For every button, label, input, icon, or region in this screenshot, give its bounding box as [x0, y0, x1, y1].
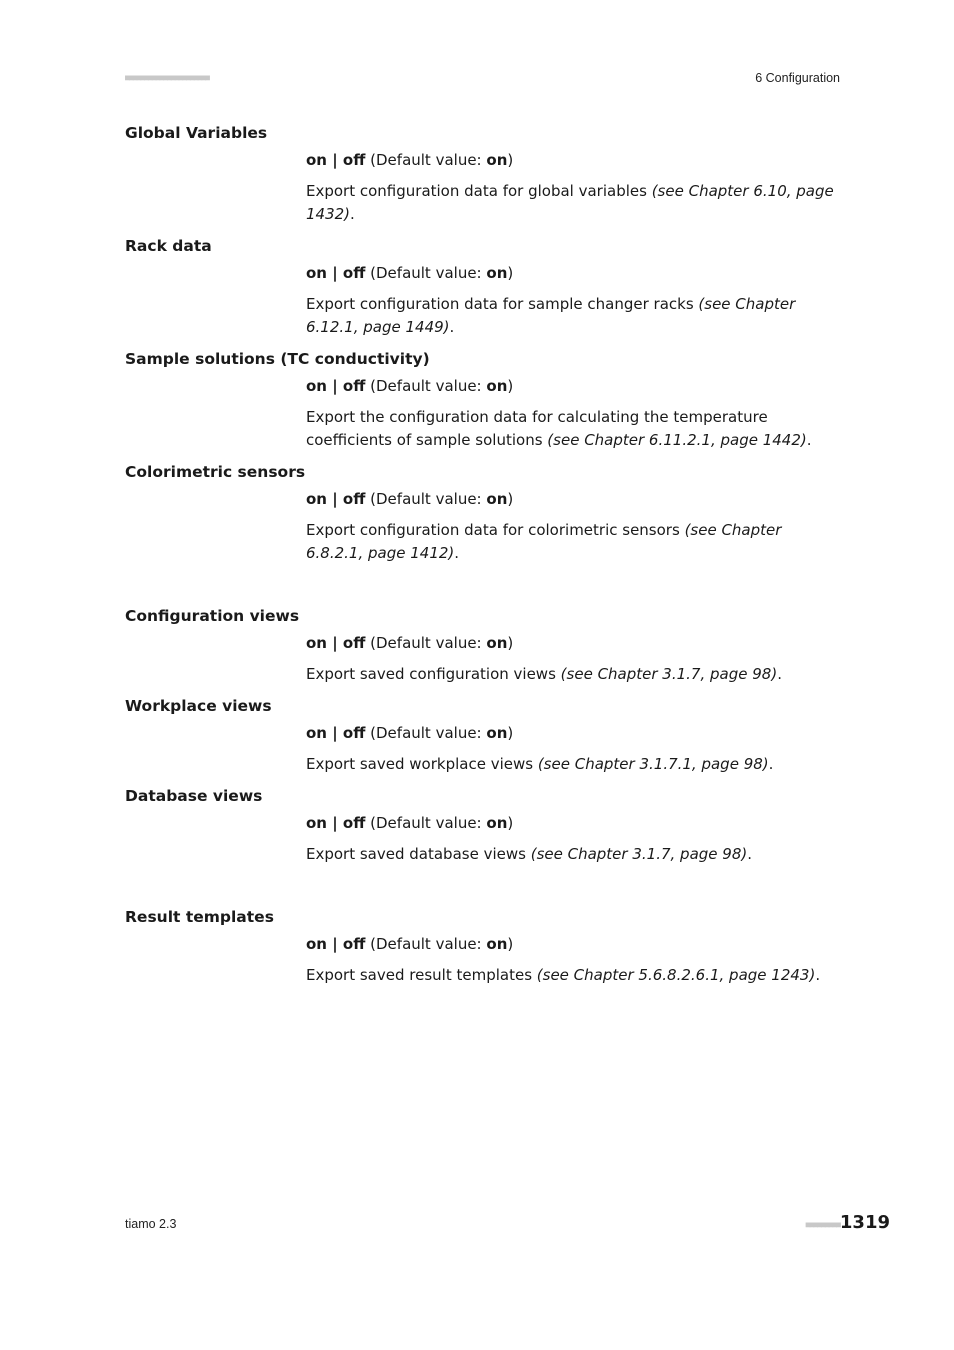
entry-title: Configuration views: [125, 607, 300, 625]
option-on: on: [306, 151, 327, 169]
page-header: [125, 70, 840, 90]
entry-value-options: [306, 262, 834, 284]
option-on: on: [306, 264, 327, 282]
description-text: Export configuration data for colorimetric sensors: [306, 521, 685, 539]
description-tail: .: [449, 318, 455, 336]
option-separator: |: [326, 814, 343, 832]
default-prefix: (Default value:: [365, 151, 487, 169]
chapter-reference: (see Chapter 5.6.8.2.6.1, page 1243): [536, 966, 816, 984]
default-prefix: (Default value:: [365, 724, 487, 742]
page-number: 1319: [839, 1212, 890, 1233]
default-suffix: ): [507, 490, 514, 508]
description-text: Export configuration data for global variables: [306, 182, 652, 200]
default-suffix: ): [507, 377, 514, 395]
default-suffix: ): [507, 151, 514, 169]
entry-rack-data: [125, 235, 840, 339]
description-tail: .: [815, 966, 821, 984]
option-on: on: [306, 490, 327, 508]
default-prefix: (Default value:: [365, 634, 487, 652]
option-separator: |: [326, 935, 343, 953]
default-suffix: ): [507, 634, 514, 652]
header-decoration: ■■■■■■■■■■■■■■■■■■■■■■: [125, 73, 209, 82]
entry-title: Rack data: [125, 237, 212, 255]
option-on: on: [306, 724, 327, 742]
entry-description: [306, 964, 834, 987]
chapter-reference: (see Chapter 3.1.7, page 98): [530, 845, 748, 863]
default-value: on: [486, 490, 508, 508]
default-suffix: ): [507, 814, 514, 832]
option-off: off: [342, 724, 366, 742]
entry-description: [306, 663, 834, 686]
entry-sample-solutions: [125, 348, 840, 452]
description-text: Export the configuration data for calculating the temperature coefficients of sample solutions: [306, 408, 768, 449]
default-prefix: (Default value:: [365, 814, 487, 832]
option-on: on: [306, 377, 327, 395]
entry-title: Global Variables: [125, 124, 268, 142]
entry-database-views: [125, 785, 840, 866]
entry-body: [306, 488, 834, 565]
entry-body: [306, 149, 834, 226]
description-tail: .: [747, 845, 753, 863]
chapter-reference: (see Chapter 6.12.1, page 1449): [306, 295, 796, 336]
chapter-reference: (see Chapter 6.11.2.1, page 1442): [547, 431, 807, 449]
main-content: [125, 122, 840, 987]
default-value: on: [486, 935, 508, 953]
description-tail: .: [768, 755, 774, 773]
page-footer: [125, 1212, 890, 1236]
option-off: off: [342, 490, 366, 508]
entry-description: [306, 843, 834, 866]
description-tail: .: [454, 544, 460, 562]
description-tail: .: [777, 665, 782, 683]
description-text: Export configuration data for sample changer racks: [306, 295, 699, 313]
default-suffix: ): [507, 264, 514, 282]
default-prefix: (Default value:: [365, 264, 487, 282]
option-off: off: [342, 264, 366, 282]
entry-description: [306, 519, 834, 565]
option-on: on: [306, 814, 327, 832]
default-prefix: (Default value:: [365, 935, 487, 953]
entry-value-options: [306, 722, 834, 744]
entry-body: [306, 722, 834, 776]
entry-value-options: [306, 933, 834, 955]
option-on: on: [306, 935, 327, 953]
description-text: Export saved result templates: [306, 966, 537, 984]
description-tail: .: [806, 431, 812, 449]
description-text: Export saved configuration views: [306, 665, 561, 683]
entry-value-options: [306, 812, 834, 834]
entry-body: [306, 375, 834, 452]
entry-configuration-views: [125, 605, 840, 686]
default-value: on: [486, 724, 508, 742]
option-separator: |: [326, 490, 343, 508]
description-tail: .: [350, 205, 355, 223]
option-on: on: [306, 634, 327, 652]
entry-colorimetric-sensors: [125, 461, 840, 565]
option-off: off: [342, 377, 366, 395]
default-value: on: [486, 377, 508, 395]
option-separator: |: [326, 634, 343, 652]
option-off: off: [342, 634, 366, 652]
option-separator: |: [326, 724, 343, 742]
entry-value-options: [306, 375, 834, 397]
entry-global-variables: [125, 122, 840, 226]
default-value: on: [486, 151, 508, 169]
entry-value-options: [306, 488, 834, 510]
default-prefix: (Default value:: [365, 377, 487, 395]
entry-description: [306, 753, 834, 776]
entry-value-options: [306, 632, 834, 654]
entry-value-options: [306, 149, 834, 171]
entry-title: Workplace views: [125, 697, 272, 715]
option-separator: |: [326, 264, 343, 282]
header-chapter-title: 6 Configuration: [755, 71, 840, 85]
chapter-reference: (see Chapter 6.10, page 1432): [306, 182, 834, 223]
entry-result-templates: [125, 906, 840, 987]
option-separator: |: [326, 151, 343, 169]
option-off: off: [342, 151, 366, 169]
default-prefix: (Default value:: [365, 490, 487, 508]
entry-title: Result templates: [125, 908, 274, 926]
entry-body: [306, 262, 834, 339]
default-value: on: [486, 814, 508, 832]
default-value: on: [486, 634, 508, 652]
description-text: Export saved workplace views: [306, 755, 538, 773]
entry-description: [306, 406, 834, 452]
entry-body: [306, 632, 834, 686]
entry-description: [306, 180, 834, 226]
default-suffix: ): [507, 935, 514, 953]
entry-title: Colorimetric sensors: [125, 463, 306, 481]
entry-body: [306, 812, 834, 866]
option-off: off: [342, 935, 366, 953]
description-text: Export saved database views: [306, 845, 531, 863]
entry-workplace-views: [125, 695, 840, 776]
entry-title: Database views: [125, 787, 263, 805]
chapter-reference: (see Chapter 3.1.7, page 98): [560, 665, 778, 683]
footer-product-name: tiamo 2.3: [125, 1217, 177, 1231]
option-separator: |: [326, 377, 343, 395]
chapter-reference: (see Chapter 3.1.7.1, page 98): [537, 755, 769, 773]
entry-description: [306, 293, 834, 339]
entry-title: Sample solutions (TC conductivity): [125, 350, 430, 368]
option-off: off: [342, 814, 366, 832]
chapter-reference: (see Chapter 6.8.2.1, page 1412): [306, 521, 782, 562]
entry-body: [306, 933, 834, 987]
footer-decoration: ■■■■■■■■■: [805, 1220, 840, 1229]
default-suffix: ): [507, 724, 514, 742]
default-value: on: [486, 264, 508, 282]
